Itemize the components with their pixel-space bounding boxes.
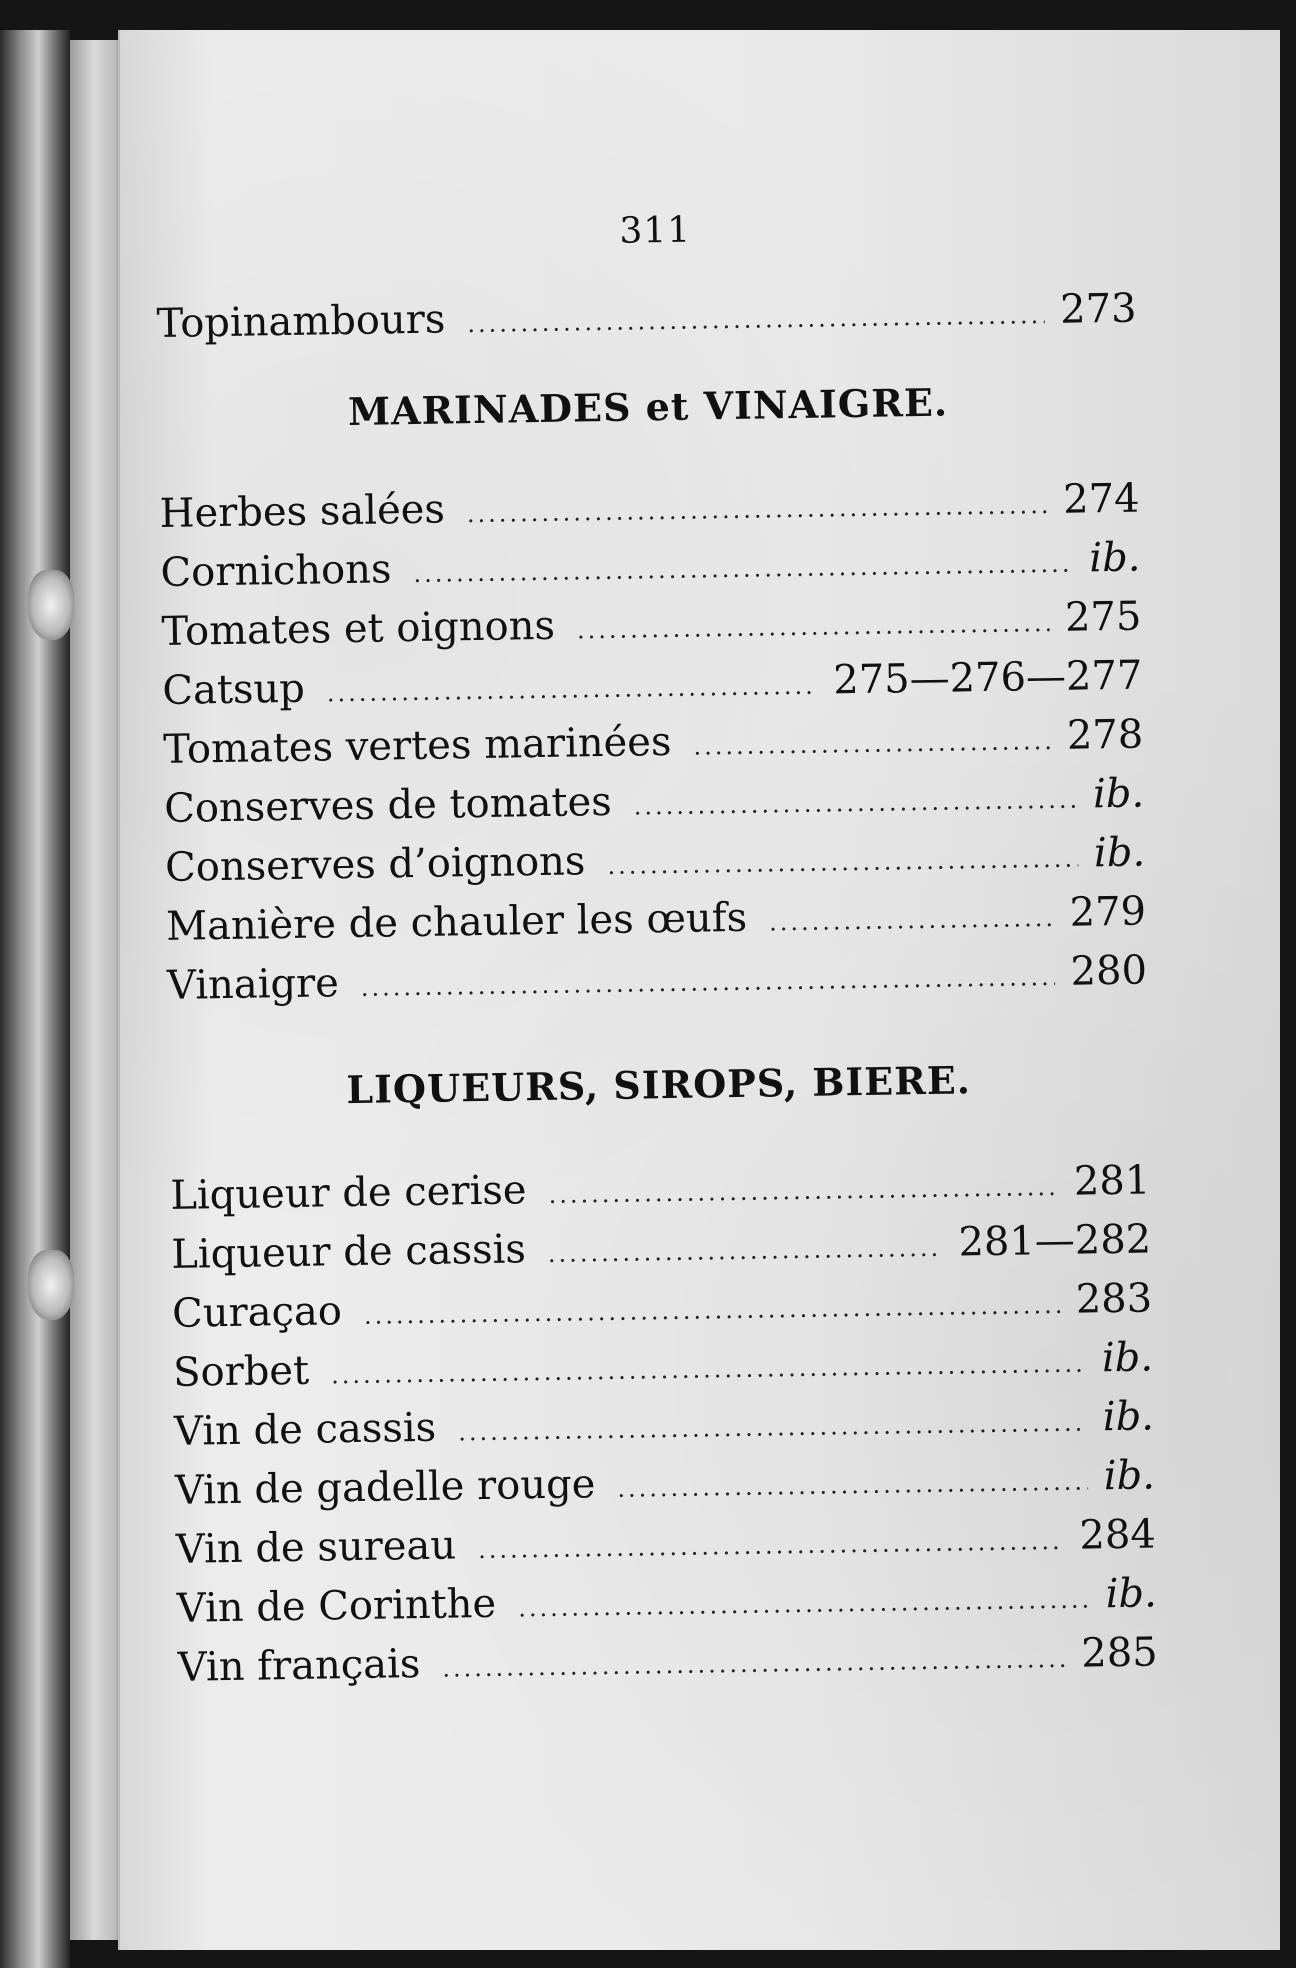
entry-label: Vin de sureau [175, 1522, 457, 1573]
entry-page-ref: 284 [1079, 1511, 1157, 1559]
dot-leader [518, 1572, 1090, 1635]
section-entries [159, 472, 1147, 1018]
entry-page-ref: ib. [1092, 770, 1145, 818]
entry-label: Liqueur de cassis [170, 1226, 527, 1278]
dot-leader [548, 1221, 943, 1281]
entry-label: Tomates et oignons [161, 602, 556, 655]
entry-label: Manière de chauler les œufs [165, 894, 748, 950]
entry-label: Vin français [177, 1641, 421, 1691]
entry-page-ref: 273 [1059, 285, 1137, 333]
entry-label: Conserves d’oignons [164, 838, 586, 891]
entry-page-ref: 275—276—277 [832, 652, 1143, 704]
dot-leader [693, 714, 1051, 774]
dot-leader [548, 1160, 1058, 1222]
entry-label: Vin de Corinthe [176, 1580, 497, 1632]
dot-leader [413, 537, 1074, 601]
section-heading: LIQUEURS, SIROPS, BIERE. [346, 1057, 972, 1113]
entry-page-ref: 283 [1075, 1275, 1153, 1323]
dot-leader [458, 1396, 1088, 1460]
entry-label: Herbes salées [159, 486, 446, 537]
binding-thread [28, 570, 74, 640]
entry-page-ref: ib. [1088, 534, 1141, 582]
entry-label: Catsup [162, 665, 306, 714]
entry-page-ref: ib. [1093, 829, 1146, 877]
entry-label: Curaçao [171, 1288, 343, 1337]
entry-page-ref: 279 [1069, 888, 1147, 936]
entry-page-ref: ib. [1101, 1334, 1154, 1382]
book-binding [0, 30, 70, 1968]
entry-page-ref: 275 [1064, 593, 1142, 641]
binding-thread [28, 1250, 74, 1320]
entry-label: Vinaigre [166, 960, 340, 1009]
dot-leader [442, 1632, 1066, 1696]
entry-page-ref: 278 [1066, 711, 1144, 759]
entry-label: Liqueur de cerise [170, 1167, 527, 1219]
dot-leader [326, 659, 817, 721]
entry-page-ref: ib. [1102, 1393, 1155, 1441]
dot-leader [769, 891, 1054, 949]
page-number: 311 [619, 209, 692, 252]
entry-page-ref: ib. [1105, 1570, 1158, 1618]
entry-page-ref: 280 [1070, 947, 1148, 995]
index-entry [156, 282, 1137, 356]
dot-leader [617, 1455, 1088, 1516]
entry-page-ref: 285 [1080, 1629, 1159, 1677]
entry-page-ref: 281 [1073, 1157, 1151, 1205]
entry-page-ref: ib. [1103, 1452, 1156, 1500]
section-entries [170, 1153, 1158, 1699]
entry-label: Topinambours [156, 296, 446, 347]
entry-page-ref: 281—282 [958, 1216, 1152, 1266]
dot-leader [467, 288, 1045, 351]
entry-label: Vin de cassis [173, 1404, 437, 1455]
entry-page-ref: 274 [1062, 475, 1140, 523]
entry-label: Sorbet [172, 1347, 310, 1396]
dot-leader [360, 950, 1055, 1015]
entry-label: Cornichons [160, 546, 392, 596]
dot-leader [607, 832, 1078, 893]
index-text-block [155, 203, 1158, 1700]
entry-label: Vin de gadelle rouge [174, 1461, 596, 1514]
section-heading: MARINADES et VINAIGRE. [347, 379, 949, 434]
dot-leader [577, 596, 1050, 657]
entry-label: Tomates vertes marinées [162, 718, 672, 773]
dot-leader [467, 478, 1048, 541]
dot-leader [633, 773, 1077, 834]
entry-label: Conserves de tomates [163, 778, 613, 832]
dot-leader [364, 1278, 1061, 1343]
dot-leader [478, 1514, 1064, 1577]
